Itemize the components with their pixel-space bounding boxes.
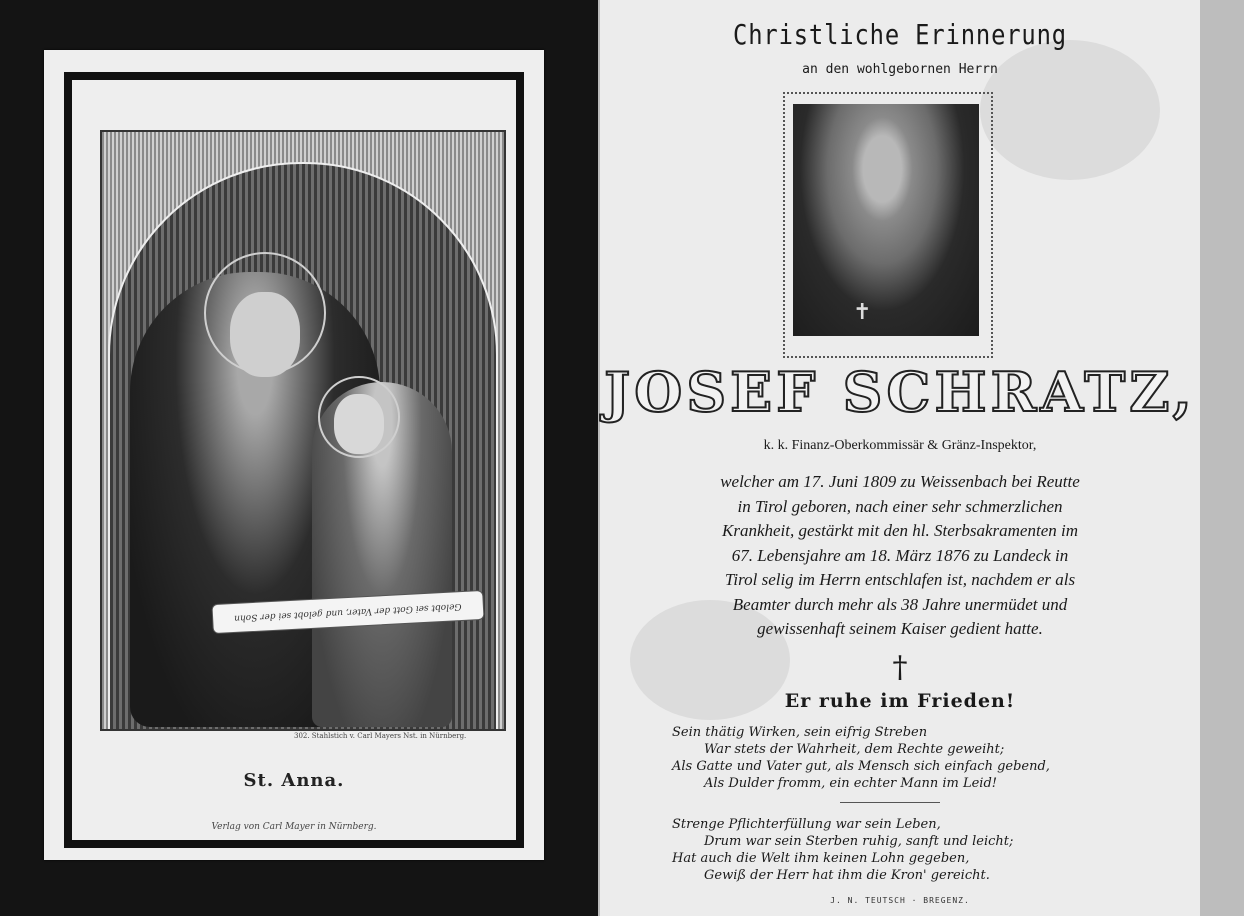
- dagger-cross-icon: †: [892, 650, 908, 685]
- poem-stanza-1: [672, 724, 1050, 792]
- cross-icon: ✝: [853, 300, 872, 325]
- biography-line: Beamter durch mehr als 38 Jahre unermüdet und: [732, 594, 1068, 614]
- biography-text: [600, 470, 1200, 642]
- saint-caption: St. Anna.: [243, 770, 345, 791]
- card-title: Christliche Erinnerung: [733, 18, 1067, 51]
- engraver-credit: 302. Stahlstich v. Carl Mayers Nst. in Nürnberg.: [294, 732, 467, 740]
- stain-mark: [980, 40, 1160, 180]
- biography-line: in Tirol geboren, nach einer sehr schmerzlichen: [737, 496, 1063, 516]
- card-subtitle: an den wohlgebornen Herrn: [802, 62, 998, 77]
- printer-credit: J. N. TEUTSCH · BREGENZ.: [830, 896, 970, 905]
- poem-stanza-2: [672, 816, 1013, 884]
- poem-line: Hat auch die Welt ihm keinen Lohn gegeben,: [672, 851, 970, 866]
- scroll-text: Gelobt sei Gott der Vater, und gelobt sei der Sohn: [234, 601, 462, 623]
- biography-line: 67. Lebensjahre am 18. März 1876 zu Landeck in: [731, 545, 1069, 565]
- poem-divider: [840, 802, 940, 803]
- memorial-card: [600, 0, 1200, 916]
- publisher-credit: Verlag von Carl Mayer in Nürnberg.: [211, 822, 377, 832]
- poem-line: Drum war sein Sterben ruhig, sanft und leicht;: [704, 834, 1014, 849]
- devotional-card-st-anna: [44, 50, 544, 860]
- poem-line: War stets der Wahrheit, dem Rechte geweiht;: [704, 742, 1005, 757]
- biography-line: Krankheit, gestärkt mit den hl. Sterbsakramenten im: [721, 521, 1078, 540]
- biography-line: Tirol selig im Herrn entschlafen ist, nachdem er als: [724, 570, 1076, 589]
- portrait-frame: [783, 92, 993, 358]
- biography-line: welcher am 17. Juni 1809 zu Weissenbach bei Reutte: [720, 472, 1080, 491]
- halo-icon: [318, 376, 400, 458]
- poem-line: Als Dulder fromm, ein echter Mann im Leid!: [704, 776, 997, 791]
- poem-line: Sein thätig Wirken, sein eifrig Streben: [672, 725, 928, 740]
- poem-line: Strenge Pflichterfüllung war sein Leben,: [672, 817, 941, 832]
- portrait-photo: [793, 104, 979, 336]
- mourning-border: [64, 72, 524, 848]
- poem-line: Als Gatte und Vater gut, als Mensch sich einfach gebend,: [672, 759, 1050, 774]
- deceased-name: JOSEF SCHRATZ,: [604, 360, 1196, 424]
- rest-in-peace-line: Er ruhe im Frieden!: [784, 690, 1016, 712]
- poem-line: Gewiß der Herr hat ihm die Kron' gereicht.: [704, 868, 990, 883]
- deceased-office: k. k. Finanz-Oberkommissär & Gränz-Inspektor,: [763, 438, 1037, 453]
- halo-icon: [204, 252, 326, 374]
- engraving-picture: [100, 130, 506, 731]
- biography-line: gewissenhaft seinem Kaiser gedient hatte.: [757, 619, 1043, 638]
